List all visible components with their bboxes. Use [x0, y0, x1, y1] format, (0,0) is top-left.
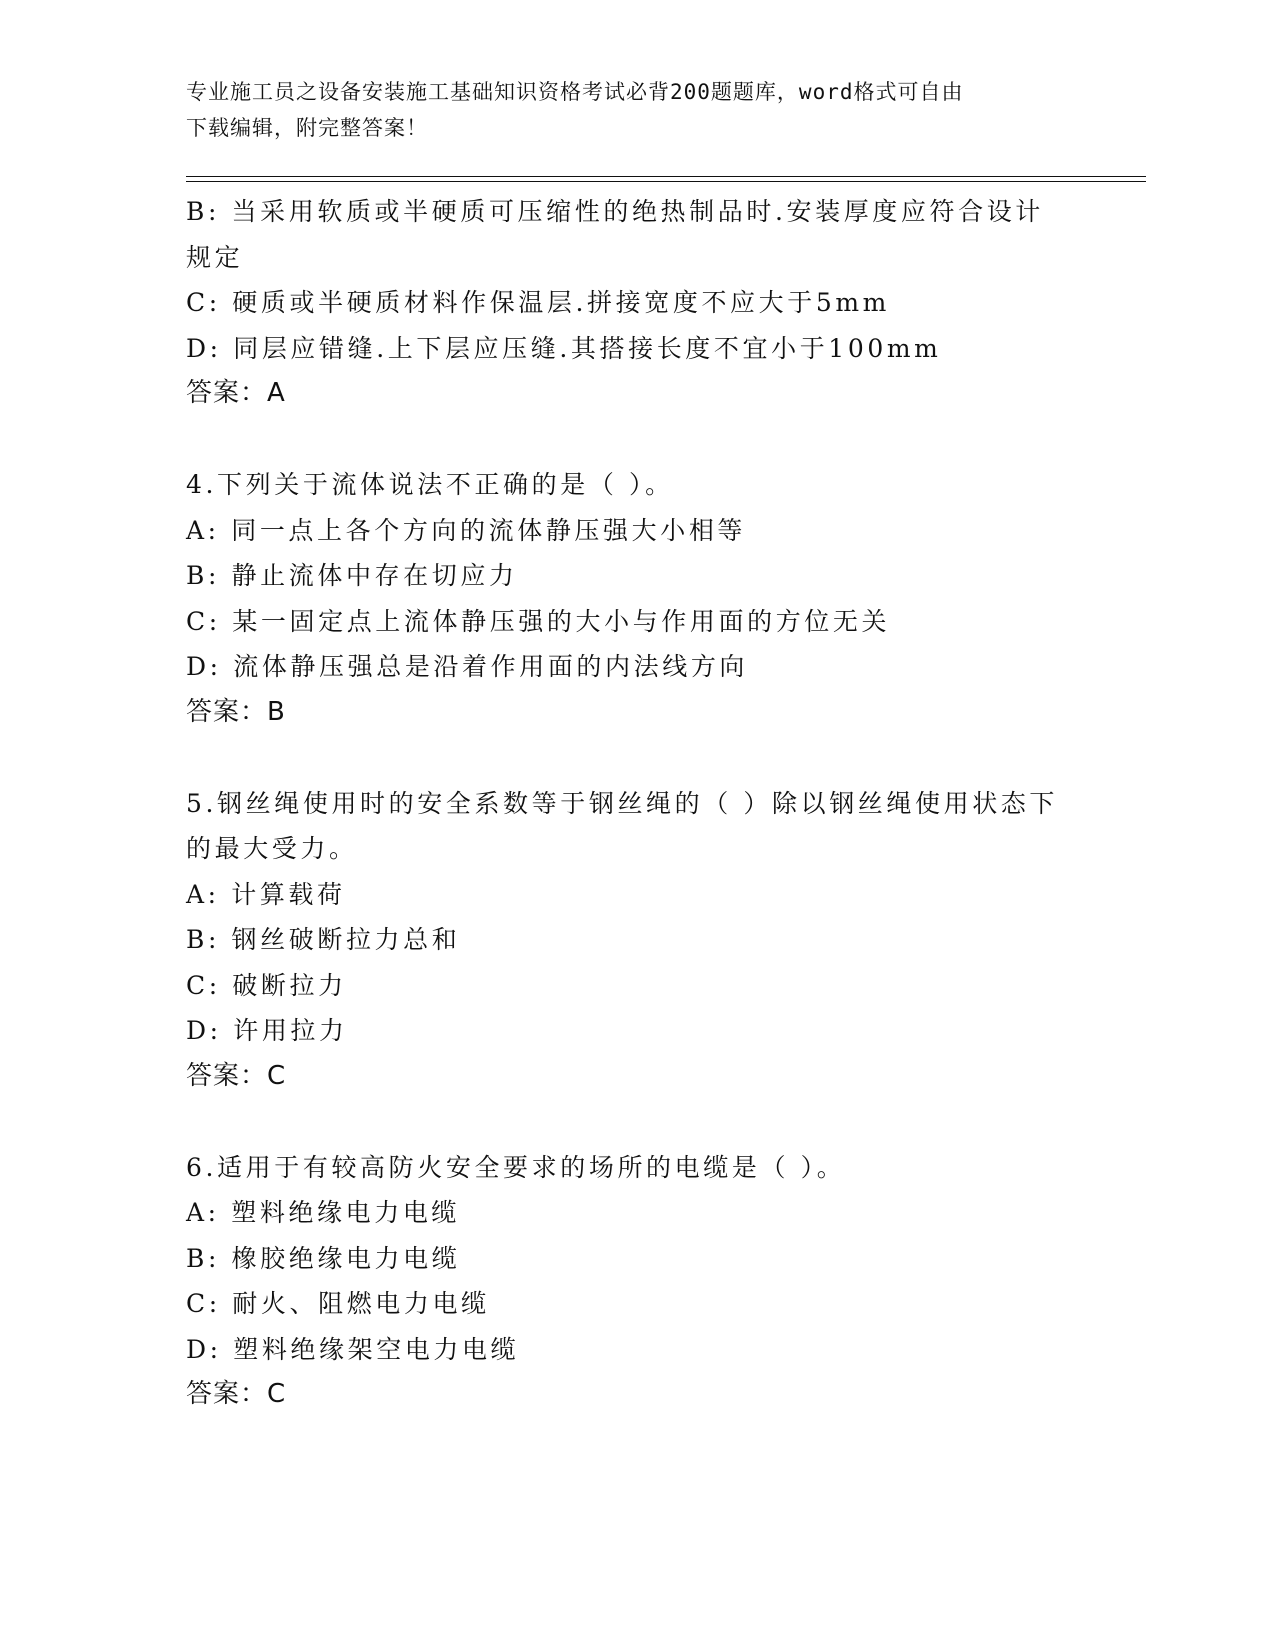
- option-b: B: 静止流体中存在切应力: [186, 561, 518, 590]
- option-b-continued: 规定: [186, 242, 244, 272]
- answer: 答案：C: [186, 1060, 287, 1091]
- option-c: C: 某一固定点上流体静压强的大小与作用面的方位无关: [186, 606, 891, 636]
- header-title-line-2: 下载编辑，附完整答案！: [186, 116, 428, 140]
- question-stem: 5.钢丝绳使用时的安全系数等于钢丝绳的（ ）除以钢丝绳使用状态下: [186, 788, 1059, 818]
- document-header: [186, 74, 1086, 146]
- option-b: B: 钢丝破断拉力总和: [186, 925, 461, 954]
- question-stem-continued: 的最大受力。: [186, 834, 358, 863]
- header-title-line-1: 专业施工员之设备安装施工基础知识资格考试必背200题题库，word格式可自由: [186, 80, 964, 104]
- option-b: B: 橡胶绝缘电力电缆: [186, 1243, 461, 1273]
- option-a: A: 塑料绝缘电力电缆: [186, 1198, 461, 1227]
- question-stem: 6.适用于有较高防火安全要求的场所的电缆是（ ）。: [186, 1152, 846, 1182]
- option-a: A: 计算载荷: [186, 879, 346, 909]
- spacer: [186, 1099, 1126, 1145]
- option-c: C: 破断拉力: [186, 970, 347, 1000]
- question-6: [186, 1145, 1126, 1418]
- option-b: B: 当采用软质或半硬质可压缩性的绝热制品时.安装厚度应符合设计: [186, 197, 1044, 226]
- option-d: D: 流体静压强总是沿着作用面的内法线方向: [186, 652, 749, 681]
- option-d: D: 同层应错缝.上下层应压缝.其搭接长度不宜小于100mm: [186, 333, 942, 363]
- option-d: D: 许用拉力: [186, 1016, 348, 1045]
- spacer: [186, 735, 1126, 781]
- question-list: [186, 189, 1126, 1418]
- spacer: [186, 417, 1126, 463]
- answer: 答案：B: [186, 696, 286, 727]
- question-3-continued: [186, 189, 1126, 417]
- option-c: C: 硬质或半硬质材料作保温层.拼接宽度不应大于5mm: [186, 288, 890, 317]
- header-divider-top: [186, 176, 1146, 177]
- option-c: C: 耐火、阻燃电力电缆: [186, 1289, 490, 1318]
- question-5: [186, 781, 1126, 1100]
- option-a: A: 同一点上各个方向的流体静压强大小相等: [186, 515, 747, 545]
- answer: 答案：A: [186, 378, 286, 408]
- question-stem: 4.下列关于流体说法不正确的是（ ）。: [186, 470, 674, 499]
- answer: 答案：C: [186, 1379, 287, 1409]
- option-d: D: 塑料绝缘架空电力电缆: [186, 1334, 520, 1364]
- question-4: [186, 462, 1126, 735]
- header-divider-bottom: [186, 181, 1146, 182]
